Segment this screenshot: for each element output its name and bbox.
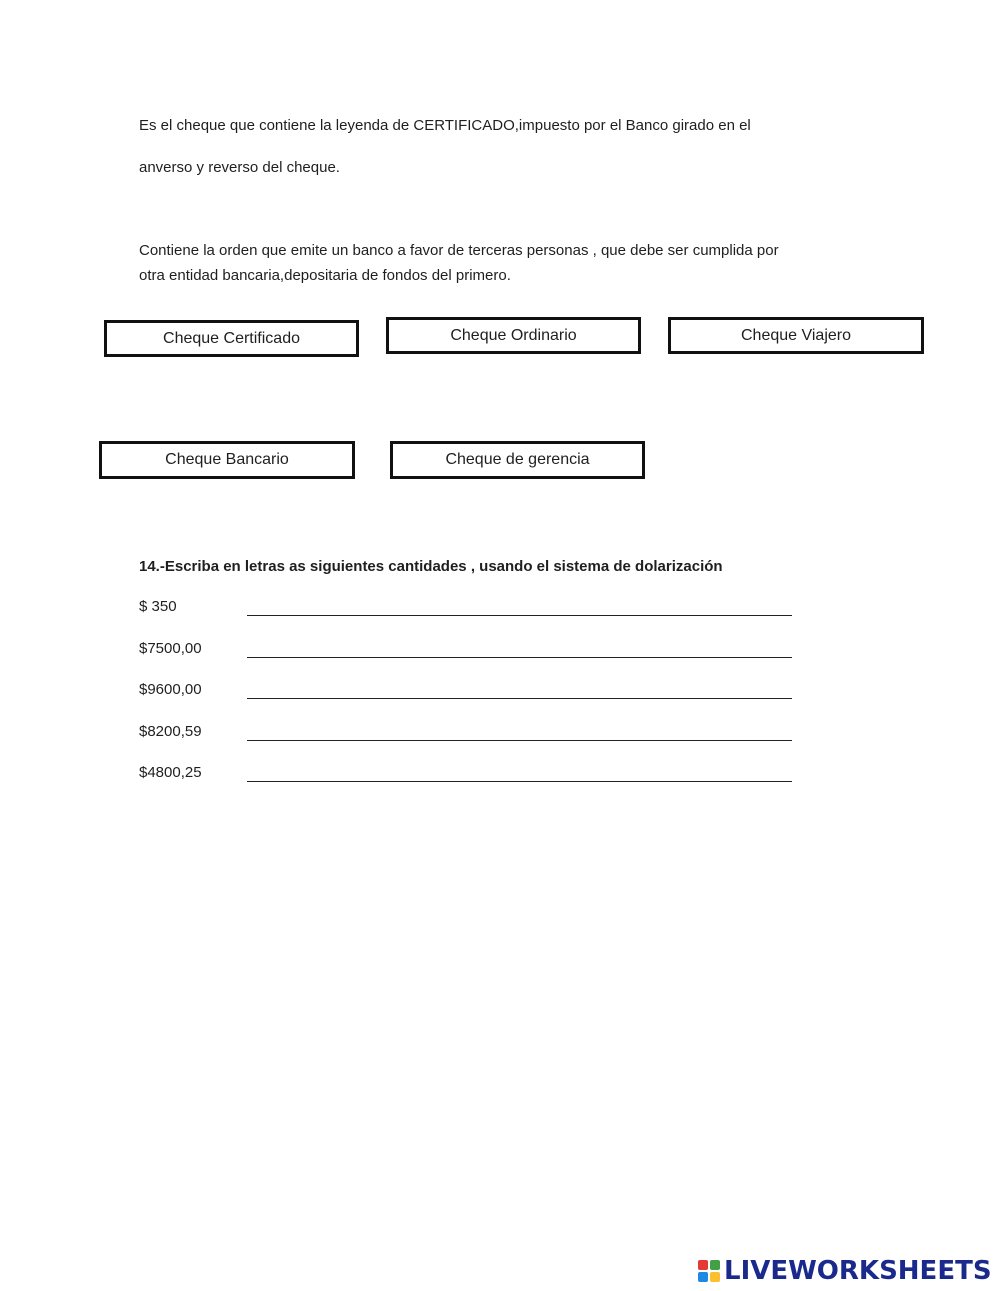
liveworksheets-logo bbox=[698, 1256, 992, 1286]
definition-bancario-line1: Contiene la orden que emite un banco a favor de terceras personas , que debe ser cumplida por bbox=[139, 242, 779, 259]
amount-label: $7500,00 bbox=[139, 640, 202, 657]
option-cheque-ordinario[interactable]: Cheque Ordinario bbox=[386, 317, 641, 354]
logo-square bbox=[698, 1260, 708, 1270]
amount-label: $9600,00 bbox=[139, 681, 202, 698]
amount-label: $4800,25 bbox=[139, 764, 202, 781]
option-cheque-bancario[interactable]: Cheque Bancario bbox=[99, 441, 355, 479]
logo-square bbox=[710, 1260, 720, 1270]
answer-input-4800[interactable] bbox=[247, 762, 792, 782]
logo-text: LIVEWORKSHEETS bbox=[724, 1256, 992, 1286]
question-14-heading: 14.-Escriba en letras as siguientes cantidades , usando el sistema de dolarización bbox=[139, 558, 723, 575]
answer-input-7500[interactable] bbox=[247, 638, 792, 658]
logo-square bbox=[698, 1272, 708, 1282]
definition-certificado-line1: Es el cheque que contiene la leyenda de CERTIFICADO,impuesto por el Banco girado en el bbox=[139, 117, 751, 134]
amount-label: $8200,59 bbox=[139, 723, 202, 740]
logo-square bbox=[710, 1272, 720, 1282]
amount-label: $ 350 bbox=[139, 598, 177, 615]
option-cheque-de-gerencia[interactable]: Cheque de gerencia bbox=[390, 441, 645, 479]
option-cheque-viajero[interactable]: Cheque Viajero bbox=[668, 317, 924, 354]
logo-mark-icon bbox=[698, 1260, 720, 1282]
answer-input-9600[interactable] bbox=[247, 679, 792, 699]
option-cheque-certificado[interactable]: Cheque Certificado bbox=[104, 320, 359, 357]
definition-bancario-line2: otra entidad bancaria,depositaria de fondos del primero. bbox=[139, 267, 511, 284]
answer-input-350[interactable] bbox=[247, 596, 792, 616]
answer-input-8200[interactable] bbox=[247, 721, 792, 741]
definition-certificado-line2: anverso y reverso del cheque. bbox=[139, 159, 340, 176]
